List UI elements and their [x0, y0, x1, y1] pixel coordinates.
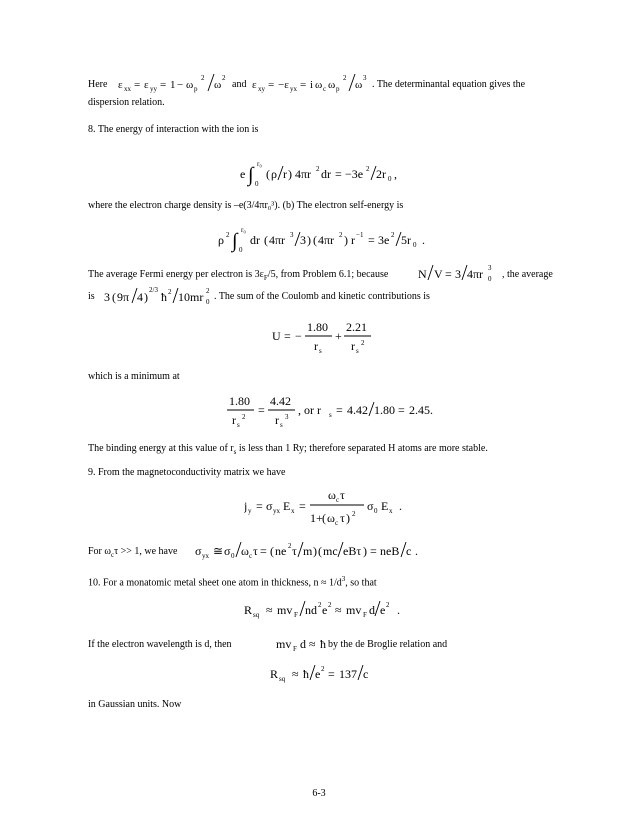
svg-text:1: 1 — [170, 79, 176, 91]
svg-text:y: y — [248, 507, 252, 515]
svg-text:N: N — [418, 267, 427, 281]
problem-8-intro: 8. The energy of interaction with the ion is — [88, 124, 259, 135]
text-is: is — [88, 291, 95, 302]
svg-text:=: = — [160, 79, 167, 91]
svg-text:dr: dr — [250, 233, 260, 247]
svg-text:d: d — [369, 603, 375, 617]
binding-energy-text — [88, 442, 488, 459]
svg-text:yx: yx — [273, 507, 280, 515]
svg-text:): ) — [288, 167, 292, 181]
svg-text:mv: mv — [277, 603, 293, 617]
svg-text:): ) — [344, 233, 348, 247]
svg-text:=: = — [370, 544, 377, 558]
svg-text:3: 3 — [290, 231, 294, 239]
svg-text:sq: sq — [253, 611, 260, 619]
svg-text:=: = — [368, 233, 375, 247]
de-broglie-text-a: If the electron wavelength is d, then — [88, 639, 232, 650]
svg-text:R: R — [270, 667, 279, 681]
svg-text:yy: yy — [150, 85, 157, 93]
svg-text:10mr: 10mr — [178, 290, 204, 304]
svg-text:σ: σ — [195, 544, 202, 558]
svg-text:3: 3 — [488, 264, 492, 272]
svg-text:(: ( — [264, 233, 268, 247]
svg-text:4.42: 4.42 — [270, 394, 291, 408]
svg-text:4: 4 — [137, 290, 143, 304]
svg-text:p: p — [194, 85, 198, 93]
svg-text:2.21: 2.21 — [346, 320, 367, 334]
svg-text:∫: ∫ — [232, 230, 238, 252]
svg-text:4πr: 4πr — [467, 267, 484, 281]
svg-text:2: 2 — [321, 665, 325, 673]
svg-text:≈: ≈ — [266, 603, 273, 617]
svg-text:ħ: ħ — [161, 290, 167, 304]
svg-text:3: 3 — [363, 74, 367, 82]
svg-text:2: 2 — [328, 601, 332, 609]
equation-minimum — [227, 390, 447, 434]
binding-text-b: is less than 1 Ry; therefore separated H atoms are more stable. — [236, 443, 488, 454]
svg-text:1.80: 1.80 — [229, 394, 250, 408]
svg-text:i: i — [310, 79, 314, 91]
svg-text:.: . — [399, 499, 402, 513]
svg-text:2/3: 2/3 — [149, 286, 158, 294]
svg-text:p: p — [336, 85, 340, 93]
svg-text:(: ( — [322, 511, 326, 525]
svg-text:2: 2 — [391, 231, 395, 239]
svg-text:s: s — [237, 421, 240, 429]
svg-text:−: − — [295, 329, 302, 343]
svg-text:4πr: 4πr — [318, 233, 335, 247]
svg-text:xy: xy — [258, 85, 265, 93]
omega-sub: c — [110, 551, 115, 559]
svg-text:0: 0 — [231, 552, 235, 560]
fermi-sub: F — [263, 274, 268, 282]
svg-text:3: 3 — [300, 233, 306, 247]
svg-text:.: . — [422, 233, 425, 247]
svg-text:F: F — [363, 611, 367, 619]
page-number: 6-3 — [312, 788, 326, 799]
svg-text:(: ( — [318, 544, 322, 558]
svg-text:σ: σ — [367, 499, 374, 513]
equation-jy — [244, 486, 414, 530]
fermi-text-a2: /5, from Problem 6.1; because — [267, 269, 389, 280]
svg-text:r₀: r₀ — [241, 226, 246, 234]
svg-text:0: 0 — [413, 241, 417, 249]
svg-text:2: 2 — [206, 287, 210, 295]
svg-text:0: 0 — [255, 180, 259, 188]
svg-text:mc: mc — [323, 544, 338, 558]
binding-text-a: The binding energy at this value of r — [88, 443, 234, 454]
svg-text:≈: ≈ — [335, 603, 342, 617]
svg-text:2: 2 — [222, 74, 226, 82]
svg-text:τ: τ — [340, 488, 345, 502]
svg-text:−1: −1 — [356, 231, 364, 239]
problem-10-tail: , so that — [345, 577, 377, 589]
svg-text:E: E — [283, 499, 291, 513]
svg-text:ρ: ρ — [271, 167, 277, 181]
svg-text:r: r — [314, 339, 318, 353]
problem-9-intro: 9. From the magnetoconductivity matrix we have — [88, 467, 286, 478]
svg-text:dr: dr — [321, 167, 331, 181]
svg-text:137: 137 — [339, 667, 357, 681]
svg-text:−: − — [177, 79, 184, 91]
svg-text:ω: ω — [186, 79, 194, 91]
svg-text:=: = — [268, 79, 275, 91]
svg-text:ω: ω — [214, 79, 222, 91]
svg-text:5r: 5r — [401, 233, 411, 247]
svg-text:ε: ε — [252, 79, 257, 91]
svg-text:yx: yx — [290, 85, 297, 93]
svg-text:e: e — [240, 167, 246, 181]
svg-text:0: 0 — [488, 275, 492, 283]
svg-text:=: = — [335, 167, 342, 181]
svg-text:τ: τ — [340, 511, 345, 525]
text-the-average: , the average — [502, 269, 553, 280]
svg-text:ω: ω — [315, 79, 323, 91]
svg-text:∫: ∫ — [248, 164, 254, 186]
text-here: Here — [88, 79, 108, 90]
equation-Rsq-gaussian — [270, 658, 390, 684]
svg-text:d: d — [300, 637, 306, 651]
svg-text:F: F — [294, 611, 298, 619]
svg-text:ω: ω — [328, 488, 336, 502]
svg-text:0: 0 — [239, 246, 243, 254]
svg-text:=: = — [398, 403, 405, 417]
svg-text:=: = — [260, 544, 267, 558]
svg-text:r: r — [351, 233, 355, 247]
svg-text:=: = — [299, 499, 306, 513]
fermi-text-a: The average Fermi energy per electron is 3ε — [88, 269, 264, 280]
svg-text:2: 2 — [201, 74, 205, 82]
svg-text:0: 0 — [374, 507, 378, 515]
svg-text:yx: yx — [202, 552, 209, 560]
svg-text:): ) — [144, 290, 148, 304]
svg-text:): ) — [363, 544, 367, 558]
problem-10-intro — [88, 572, 377, 590]
svg-text:m: m — [303, 544, 313, 558]
svg-text:2: 2 — [366, 165, 370, 173]
text-dispersion: dispersion relation. — [88, 97, 165, 108]
svg-text:3: 3 — [285, 413, 289, 421]
svg-text:r: r — [275, 413, 279, 427]
paragraph-dielectric — [88, 78, 107, 92]
svg-text:0: 0 — [388, 175, 392, 183]
svg-text:ω: ω — [327, 511, 335, 525]
svg-text:+: + — [335, 329, 342, 343]
svg-text:2.45.: 2.45. — [409, 403, 433, 417]
svg-text:ε: ε — [144, 79, 149, 91]
equation-sigma-yx — [195, 535, 425, 561]
svg-text:e: e — [322, 603, 328, 617]
svg-text:): ) — [313, 544, 317, 558]
svg-text:9π: 9π — [117, 290, 130, 304]
equation-Rsq — [244, 594, 414, 620]
omega-text-b: τ >> 1, we have — [114, 546, 178, 557]
svg-text:s: s — [280, 421, 283, 429]
omega-text-a: For ω — [88, 546, 111, 557]
svg-text:): ) — [307, 233, 311, 247]
svg-text:ne: ne — [275, 544, 287, 558]
svg-text:ħ: ħ — [303, 667, 309, 681]
svg-text:eBτ: eBτ — [343, 544, 362, 558]
svg-text:c: c — [336, 496, 340, 504]
svg-text:, or r: , or r — [298, 403, 321, 417]
svg-text:3e: 3e — [378, 233, 390, 247]
binding-sub: s — [233, 448, 237, 456]
svg-text:.: . — [415, 544, 418, 558]
svg-text:s: s — [356, 347, 359, 355]
svg-text:r₀: r₀ — [257, 160, 262, 168]
svg-text:3: 3 — [104, 290, 110, 304]
svg-text:neB: neB — [380, 544, 400, 558]
svg-text:nd: nd — [305, 603, 317, 617]
svg-text:4πr: 4πr — [269, 233, 286, 247]
svg-text:ħ: ħ — [320, 637, 326, 651]
svg-text:ω: ω — [355, 79, 363, 91]
large-omega-tau-text — [88, 545, 177, 562]
svg-text:=: = — [256, 499, 263, 513]
svg-text:≈: ≈ — [309, 637, 316, 651]
svg-text:(: ( — [270, 544, 274, 558]
svg-text:≈: ≈ — [292, 667, 299, 681]
svg-text:2: 2 — [318, 601, 322, 609]
svg-text:c: c — [406, 544, 412, 558]
gaussian-units-text: in Gaussian units. Now — [88, 699, 182, 710]
svg-text:r: r — [232, 413, 236, 427]
svg-text:2: 2 — [339, 231, 343, 239]
svg-text:σ: σ — [266, 499, 273, 513]
svg-text:2: 2 — [288, 542, 292, 550]
svg-text:c: c — [335, 519, 339, 527]
svg-text:c: c — [323, 85, 327, 93]
svg-text:e: e — [380, 603, 386, 617]
text-sum-contributions: . The sum of the Coulomb and kinetic contributions is — [214, 291, 430, 302]
minimum-text: which is a minimum at — [88, 371, 180, 382]
equation-U — [272, 316, 392, 360]
svg-text:2r: 2r — [376, 167, 386, 181]
svg-text:2: 2 — [316, 165, 320, 173]
svg-text:mv: mv — [276, 637, 292, 651]
svg-text:2: 2 — [352, 510, 356, 518]
svg-text:1.80: 1.80 — [307, 320, 328, 334]
svg-text:s: s — [329, 411, 332, 419]
svg-text:mv: mv — [346, 603, 362, 617]
svg-text:=: = — [445, 267, 452, 281]
svg-text:V: V — [434, 267, 443, 281]
svg-text:R: R — [244, 603, 253, 617]
svg-text:U: U — [272, 329, 281, 343]
svg-text:ε: ε — [118, 79, 123, 91]
text-determinantal: . The determinantal equation gives the — [372, 79, 526, 90]
svg-text:ω: ω — [241, 544, 249, 558]
svg-text:F: F — [293, 645, 297, 653]
svg-text:ω: ω — [328, 79, 336, 91]
svg-text:1+: 1+ — [310, 511, 323, 525]
svg-text:σ: σ — [224, 544, 231, 558]
svg-text:=: = — [300, 79, 307, 91]
svg-text:=: = — [336, 403, 343, 417]
svg-text:c: c — [249, 552, 253, 560]
svg-text:,: , — [394, 167, 397, 181]
svg-text:j: j — [244, 499, 248, 513]
svg-text:): ) — [346, 511, 350, 525]
svg-text:τ: τ — [292, 544, 297, 558]
equation-fermi-energy — [104, 281, 224, 307]
svg-text:(: ( — [112, 290, 116, 304]
svg-text:c: c — [363, 667, 369, 681]
svg-text:=: = — [134, 79, 141, 91]
svg-text:2: 2 — [386, 601, 390, 609]
svg-text:0: 0 — [206, 298, 210, 306]
svg-text:3: 3 — [455, 267, 461, 281]
problem-10-sup: 3 — [341, 575, 346, 583]
svg-text:−3e: −3e — [345, 167, 364, 181]
svg-text:−ε: −ε — [278, 79, 289, 91]
svg-text:.: . — [397, 603, 400, 617]
svg-text:(: ( — [313, 233, 317, 247]
equation-density — [418, 258, 498, 284]
charge-density-text: where the electron charge density is –e(3/4πr₀³). (b) The electron self-energy is — [88, 200, 404, 211]
svg-text:r: r — [351, 339, 355, 353]
svg-text:r: r — [283, 167, 287, 181]
svg-text:≅: ≅ — [213, 544, 224, 558]
svg-text:2: 2 — [168, 288, 172, 296]
svg-text:x: x — [389, 507, 393, 515]
svg-text:=: = — [328, 667, 335, 681]
svg-text:2: 2 — [361, 339, 365, 347]
svg-text:4.42: 4.42 — [347, 403, 368, 417]
svg-text:E: E — [381, 499, 389, 513]
svg-text:2: 2 — [343, 74, 347, 82]
de-broglie-text-b: by the de Broglie relation and — [328, 639, 448, 650]
svg-text:=: = — [284, 329, 291, 343]
svg-text:xx: xx — [124, 85, 131, 93]
svg-text:=: = — [258, 403, 265, 417]
svg-text:2: 2 — [226, 231, 230, 239]
equation-interaction-energy — [240, 158, 410, 190]
equation-self-energy — [218, 224, 438, 258]
svg-text:ρ: ρ — [218, 233, 224, 247]
svg-text:(: ( — [266, 167, 270, 181]
svg-text:1.80: 1.80 — [374, 403, 395, 417]
text-and: and — [232, 79, 247, 90]
svg-text:τ: τ — [253, 544, 258, 558]
svg-text:2: 2 — [242, 413, 246, 421]
svg-text:sq: sq — [279, 675, 286, 683]
svg-text:s: s — [319, 347, 322, 355]
svg-text:e: e — [315, 667, 321, 681]
problem-10-text: 10. For a monatomic metal sheet one atom in thickness, n ≈ 1/d — [88, 577, 342, 589]
svg-text:4πr: 4πr — [295, 167, 312, 181]
svg-text:x: x — [291, 507, 295, 515]
